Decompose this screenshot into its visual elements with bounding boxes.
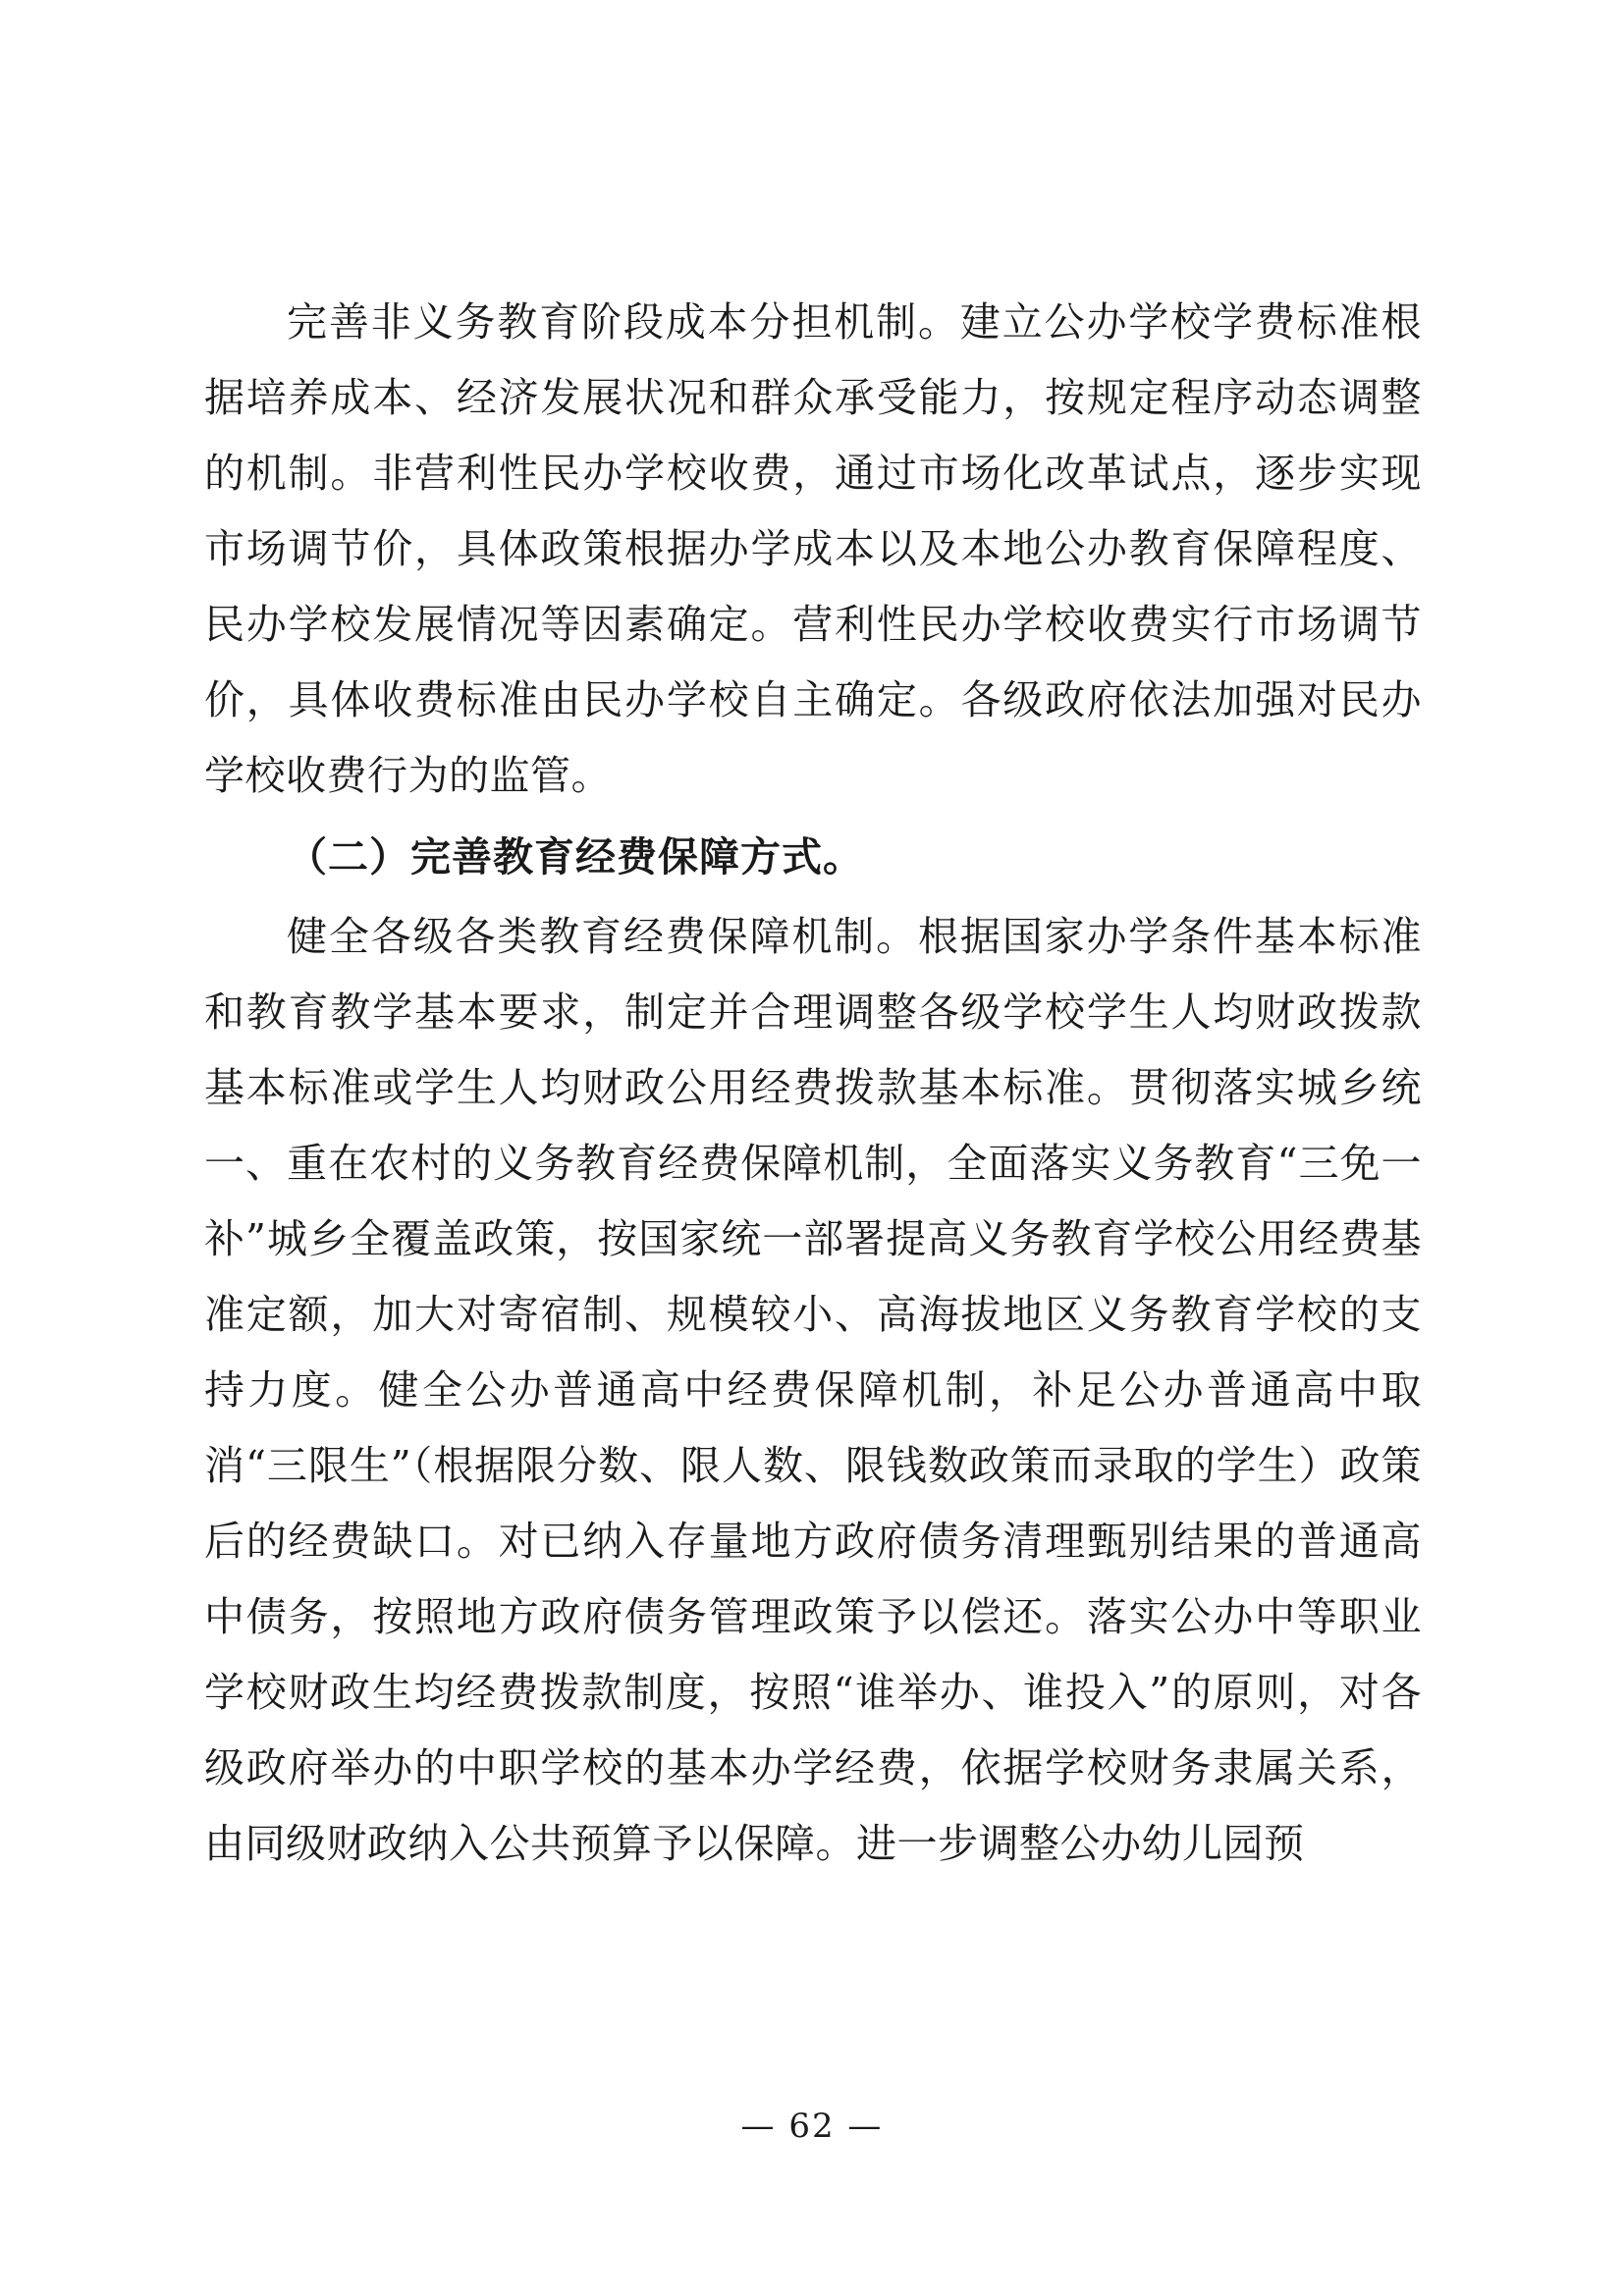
paragraph-funding-mechanism: 健全各级各类教育经费保障机制。根据国家办学条件基本标准和教育教学基本要求，制定并合理调整各级学校学生人均财政拨款基本标准或学生人均财政公用经费拨款基本标准。贯彻落实城乡统一、重在农村的义务教育经费保障机制，全面落实义务教育“三免一补”城乡全覆盖政策，按国家统一部署提高义务教育学校公用经费基准定额，加大对寄宿制、规模较小、高海拔地区义务教育学校的支持力度。健全公办普通高中经费保障机制，补足公办普通高中取消“三限生”（根据限分数、限人数、限钱数政策而录取的学生）政策后的经费缺口。对已纳入存量地方政府债务清理甄别结果的普通高中债务，按照地方政府债务管理政策予以偿还。落实公办中等职业学校财政生均经费拨款制度，按照“谁举办、谁投入”的原则，对各级政府举办的中职学校的基本办学经费，依据学校财务隶属关系，由同级财政纳入公共预算予以保障。进一步调整公办幼儿园预 — [204, 913, 1422, 1867]
section-heading-funding-guarantee: （二）完善教育经费保障方式。 — [287, 833, 864, 881]
page-content — [204, 285, 1422, 1882]
page-footer — [0, 2107, 1624, 2146]
paragraph-cost-sharing: 完善非义务教育阶段成本分担机制。建立公办学校学费标准根据培养成本、经济发展状况和群众承受能力，按规定程序动态调整的机制。非营利性民办学校收费，通过市场化改革试点，逐步实现市场调节价，具体政策根据办学成本以及本地公办教育保障程度、民办学校发展情况等因素确定。营利性民办学校收费实行市场调节价，具体收费标准由民办学校自主确定。各级政府依法加强对民办学校收费行为的监管。 — [204, 298, 1422, 799]
page-number: — 62 — — [740, 2107, 884, 2146]
